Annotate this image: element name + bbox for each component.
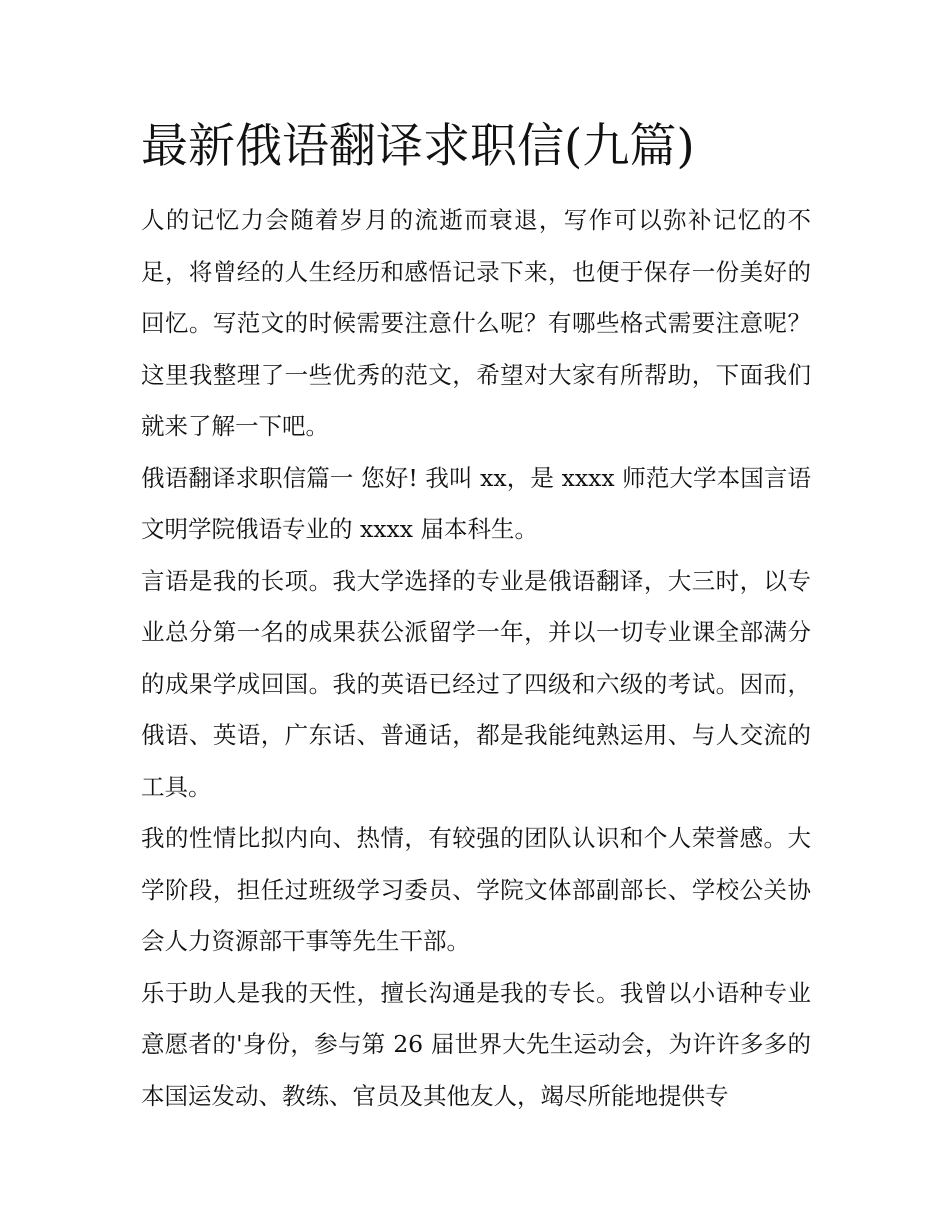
paragraph-greeting: 俄语翻译求职信篇一 您好! 我叫 xx，是 xxxx 师范大学本国言语文明学院俄语专业的 xxxx 届本科生。 [141, 463, 811, 543]
paragraph-intro: 人的记忆力会随着岁月的流逝而衰退，写作可以弥补记忆的不足，将曾经的人生经历和感悟记录下来，也便于保存一份美好的回忆。写范文的时候需要注意什么呢？有哪些格式需要注意呢？这里我整理了一些优秀的范文，希望对大家有所帮助，下面我们就来了解一下吧。 [141, 206, 811, 440]
paragraph-volunteer: 乐于助人是我的天性，擅长沟通是我的专长。我曾以小语种专业意愿者的'身份，参与第 26 届世界大先生运动会，为许许多多的本国运发动、教练、官员及其他友人，竭尽所能地提供专 [141, 978, 811, 1110]
document-body [141, 195, 811, 1122]
paragraph-personality: 我的性情比拟内向、热情，有较强的团队认识和个人荣誉感。大学阶段，担任过班级学习委员、学院文体部副部长、学校公关协会人力资源部干事等先生干部。 [141, 824, 811, 955]
paragraph-language-skills: 言语是我的长项。我大学选择的专业是俄语翻译，大三时，以专业总分第一名的成果获公派留学一年，并以一切专业课全部满分的成果学成回国。我的英语已经过了四级和六级的考试。因而，俄语、英语，广东话、普通话，都是我能纯熟运用、与人交流的工具。 [141, 566, 811, 801]
document-title: 最新俄语翻译求职信(九篇) [141, 119, 695, 174]
